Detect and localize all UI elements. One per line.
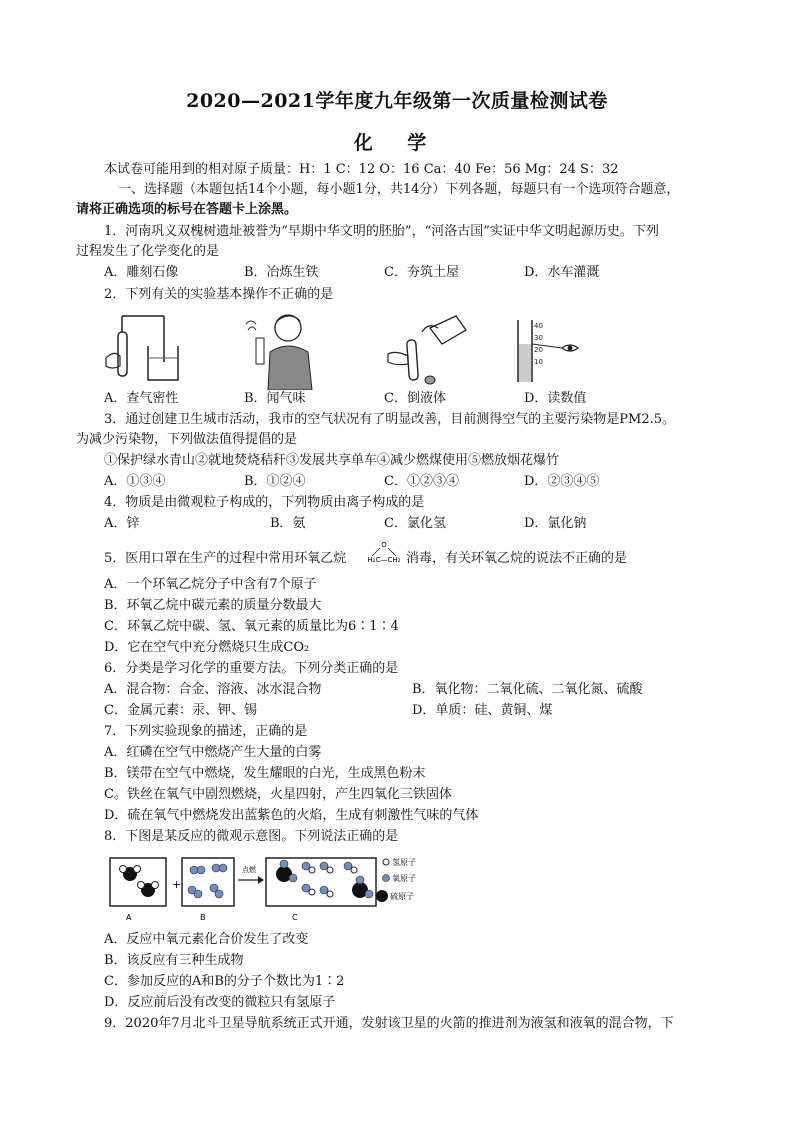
q4-option-d: D．氯化钠 <box>524 516 587 531</box>
q3-stem-line2: 为减少污染物，下列做法值得提倡的是 <box>76 432 298 447</box>
q8-option-c: C．参加反应的A和B的分子个数比为1∶2 <box>104 974 345 989</box>
q8-option-d: D．反应前后没有改变的微粒只有氢原子 <box>104 995 336 1010</box>
q3-option-a: A．①③④ <box>104 474 166 489</box>
q1-option-b: B．冶炼生铁 <box>244 265 319 280</box>
q7-option-d: D．硫在氧气中燃烧发出蓝紫色的火焰，生成有刺激性气味的气体 <box>104 808 479 823</box>
cylinder-tick-40: 40 <box>534 322 543 330</box>
legend-sulfur: 硫原子 <box>390 892 414 901</box>
q6-option-d: D．单质：硅、黄铜、煤 <box>412 703 553 718</box>
subject-title: 化 学 <box>353 132 441 154</box>
atomic-masses: 本试卷可能用到的相对原子质量：H：1 C：12 O：16 Ca：40 Fe：56 Mg：24 S：32 <box>104 162 619 177</box>
q1-option-d: D．水车灌溉 <box>524 265 600 280</box>
exam-title: 2020—2021学年度九年级第一次质量检测试卷 <box>186 90 608 112</box>
q3-option-c: C．①②③④ <box>384 474 459 489</box>
q9-stem: 9．2020年7月北斗卫星导航系统正式开通，发射该卫星的火箭的推进剂为液氢和液氧的混合物，下 <box>104 1016 674 1031</box>
q1-stem-line1: 1．河南巩义双槐树遗址被誉为“早期中华文明的胚胎”，“河洛古国”实证中华文明起源历史。下列 <box>104 224 659 239</box>
q3-option-b: B．①②④ <box>244 474 306 489</box>
q2-stem: 2．下列有关的实验基本操作不正确的是 <box>104 287 334 302</box>
ethylene-oxide-formula: H₂C—CH₂ <box>367 556 401 564</box>
q6-stem: 6．分类是学习化学的重要方法。下列分类正确的是 <box>104 661 399 676</box>
cylinder-tick-20: 20 <box>534 346 543 354</box>
q8-stem: 8．下图是某反应的微观示意图。下列说法正确的是 <box>104 829 399 844</box>
q7-option-b: B．镁带在空气中燃烧，发生耀眼的白光，生成黑色粉末 <box>104 766 426 781</box>
q2-option-a: A．查气密性 <box>104 391 179 406</box>
q6-option-b: B．氧化物：二氧化硫、二氧化氮、硫酸 <box>412 682 643 697</box>
legend-oxygen: 氧原子 <box>392 874 416 883</box>
label-b: B <box>200 913 206 922</box>
q8-option-a: A．反应中氧元素化合价发生了改变 <box>104 932 309 947</box>
oxygen-atom-icon <box>383 875 390 882</box>
arrow-label: 点燃 <box>242 866 256 874</box>
q5-option-d: D．它在空气中充分燃烧只生成CO₂ <box>104 640 310 655</box>
q5-option-a: A．一个环氧乙烷分子中含有7个原子 <box>104 577 317 592</box>
q7-stem: 7．下列实验现象的描述，正确的是 <box>104 724 308 739</box>
q3-items: ①保护绿水青山②就地焚烧秸秆③发展共享单车④减少燃煤使用⑤燃放烟花爆竹 <box>104 453 560 468</box>
q5-stem-pre: 5．医用口罩在生产的过程中常用环氧乙烷 <box>104 551 347 566</box>
read-cylinder-image <box>506 318 586 384</box>
airtightness-check-image <box>104 310 184 388</box>
q4-option-b: B．氨 <box>270 516 306 531</box>
q6-option-a: A．混合物：合金、溶液、冰水混合物 <box>104 682 322 697</box>
sulfur-atom-icon <box>376 890 388 902</box>
label-c: C <box>292 913 298 922</box>
q2-option-b: B．闻气味 <box>244 391 306 406</box>
section-header-line2: 请将正确选项的标号在答题卡上涂黑。 <box>76 202 298 217</box>
hydrogen-atom-icon <box>383 859 389 865</box>
q7-option-c: C。铁丝在氧气中剧烈燃烧，火星四射，产生四氧化三铁固体 <box>104 787 452 802</box>
q1-option-c: C．夯筑土屋 <box>384 265 459 280</box>
q1-option-a: A．雕刻石像 <box>104 265 179 280</box>
reaction-diagram <box>106 852 426 924</box>
section-header-line1: 一、选择题（本题包括14个小题，每小题1分，共14分）下列各题，每题只有一个选项符合题意， <box>118 182 680 197</box>
q5-option-c: C．环氧乙烷中碳、氢、氧元素的质量比为6∶1∶4 <box>104 619 399 634</box>
q2-option-c: C．倒液体 <box>384 391 446 406</box>
label-a: A <box>126 913 132 922</box>
svg-text:O: O <box>381 541 387 549</box>
pour-liquid-image <box>382 310 472 390</box>
legend-hydrogen: 氢原子 <box>392 858 416 867</box>
cylinder-tick-30: 30 <box>534 334 543 342</box>
q7-option-a: A．红磷在空气中燃烧产生大量的白雾 <box>104 745 322 760</box>
q1-stem-line2: 过程发生了化学变化的是 <box>76 244 220 259</box>
cylinder-tick-10: 10 <box>534 358 543 366</box>
smell-gas-image <box>242 308 318 390</box>
q5-option-b: B．环氧乙烷中碳元素的质量分数最大 <box>104 598 322 613</box>
q5-stem-post: 消毒，有关环氧乙烷的说法不正确的是 <box>406 551 628 566</box>
ethylene-oxide-structure <box>362 540 406 566</box>
q2-option-d: D．读数值 <box>524 391 587 406</box>
q4-stem: 4．物质是由微观粒子构成的，下列物质由离子构成的是 <box>104 495 425 510</box>
q4-option-c: C．氯化氢 <box>384 516 446 531</box>
q3-stem-line1: 3．通过创建卫生城市活动，我市的空气状况有了明显改善，目前测得空气的主要污染物是PM2.5。 <box>104 412 676 427</box>
q4-option-a: A．锌 <box>104 516 140 531</box>
q3-option-d: D．②③④⑤ <box>524 474 600 489</box>
q8-option-b: B．该反应有三种生成物 <box>104 953 244 968</box>
q6-option-c: C．金属元素：汞、钾、锡 <box>104 703 257 718</box>
svg-text:+: + <box>172 878 182 891</box>
